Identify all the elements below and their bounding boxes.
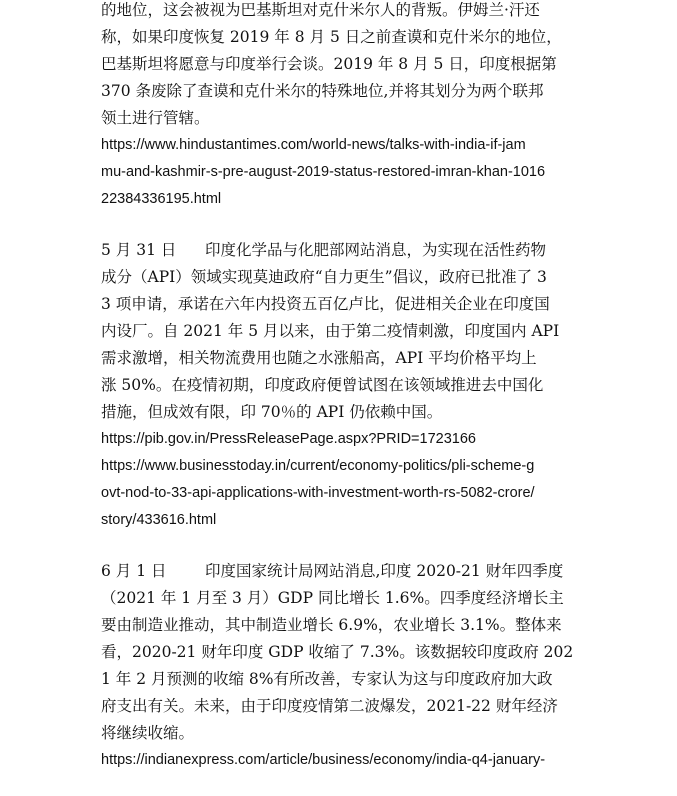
paragraph-line: 要由制造业推动，其中制造业增长 6.9%，农业增长 3.1%。整体来: [101, 616, 562, 634]
paragraph-line: 涨 50%。在疫情初期，印度政府便曾试图在该领域推进去中国化: [101, 376, 544, 394]
entry-gap: [101, 534, 577, 558]
paragraph-line: 领土进行管辖。: [101, 109, 210, 127]
paragraph-line: 府支出有关。未来，由于印度疫情第二波爆发，2021-22 财年经济: [101, 697, 558, 715]
paragraph-line: 需求激增，相关物流费用也随之水涨船高，API 平均价格平均上: [101, 349, 537, 367]
document-page: [101, 0, 577, 774]
news-entry-2: [101, 237, 577, 534]
paragraph-line: 巴基斯坦将愿意与印度举行会谈。2019 年 8 月 5 日，印度根据第: [101, 55, 557, 73]
source-link[interactable]: https://indianexpress.com/article/business/economy/india-q4-january-: [101, 752, 546, 768]
paragraph-line: 看，2020-21 财年印度 GDP 收缩了 7.3%。该数据较印度政府 202: [101, 643, 574, 661]
paragraph-line: 3 项申请，承诺在六年内投资五百亿卢比，促进相关企业在印度国: [101, 295, 550, 313]
entry-gap: [101, 213, 577, 237]
paragraph-text: 印度国家统计局网站消息,印度 2020-21 财年四季度: [205, 562, 564, 580]
paragraph-line: 将继续收缩。: [101, 724, 195, 742]
paragraph-line: （2021 年 1 月至 3 月）GDP 同比增长 1.6%。四季度经济增长主: [101, 589, 564, 607]
source-link[interactable]: mu-and-kashmir-s-pre-august-2019-status-restored-imran-khan-1016: [101, 164, 546, 180]
source-link[interactable]: story/433616.html: [101, 512, 217, 528]
paragraph-line: [101, 237, 577, 264]
paragraph-line: 1 年 2 月预测的收缩 8%有所改善，专家认为这与印度政府加大政: [101, 670, 553, 688]
paragraph-line: 措施，但成效有限，印 70％的 API 仍依赖中国。: [101, 403, 443, 421]
source-link[interactable]: https://pib.gov.in/PressReleasePage.aspx?PRID=1723166: [101, 431, 476, 447]
paragraph-line: 内设厂。自 2021 年 5 月以来，由于第二疫情刺激，印度国内 API: [101, 322, 560, 340]
paragraph-line: 的地位，这会被视为巴基斯坦对克什米尔人的背叛。伊姆兰·汗还: [101, 1, 540, 19]
paragraph-line: 称，如果印度恢复 2019 年 8 月 5 日之前查谟和克什米尔的地位，: [101, 28, 562, 46]
news-entry-1: [101, 0, 577, 213]
source-link[interactable]: https://www.businesstoday.in/current/economy-politics/pli-scheme-g: [101, 458, 535, 474]
source-link[interactable]: https://www.hindustantimes.com/world-news/talks-with-india-if-jam: [101, 137, 526, 153]
paragraph-line: 370 条废除了查谟和克什米尔的特殊地位,并将其划分为两个联邦: [101, 82, 544, 100]
source-link[interactable]: 22384336195.html: [101, 191, 222, 207]
source-link[interactable]: ovt-nod-to-33-api-applications-with-investment-worth-rs-5082-crore/: [101, 485, 535, 501]
entry-date: 5 月 31 日: [101, 241, 177, 259]
entry-date: 6 月 1 日: [101, 562, 167, 580]
paragraph-line: 成分（API）领域实现莫迪政府“自力更生”倡议，政府已批准了 3: [101, 268, 547, 286]
paragraph-text: 印度化学品与化肥部网站消息，为实现在活性药物: [205, 241, 547, 259]
paragraph-line: [101, 558, 577, 585]
news-entry-3: [101, 558, 577, 774]
